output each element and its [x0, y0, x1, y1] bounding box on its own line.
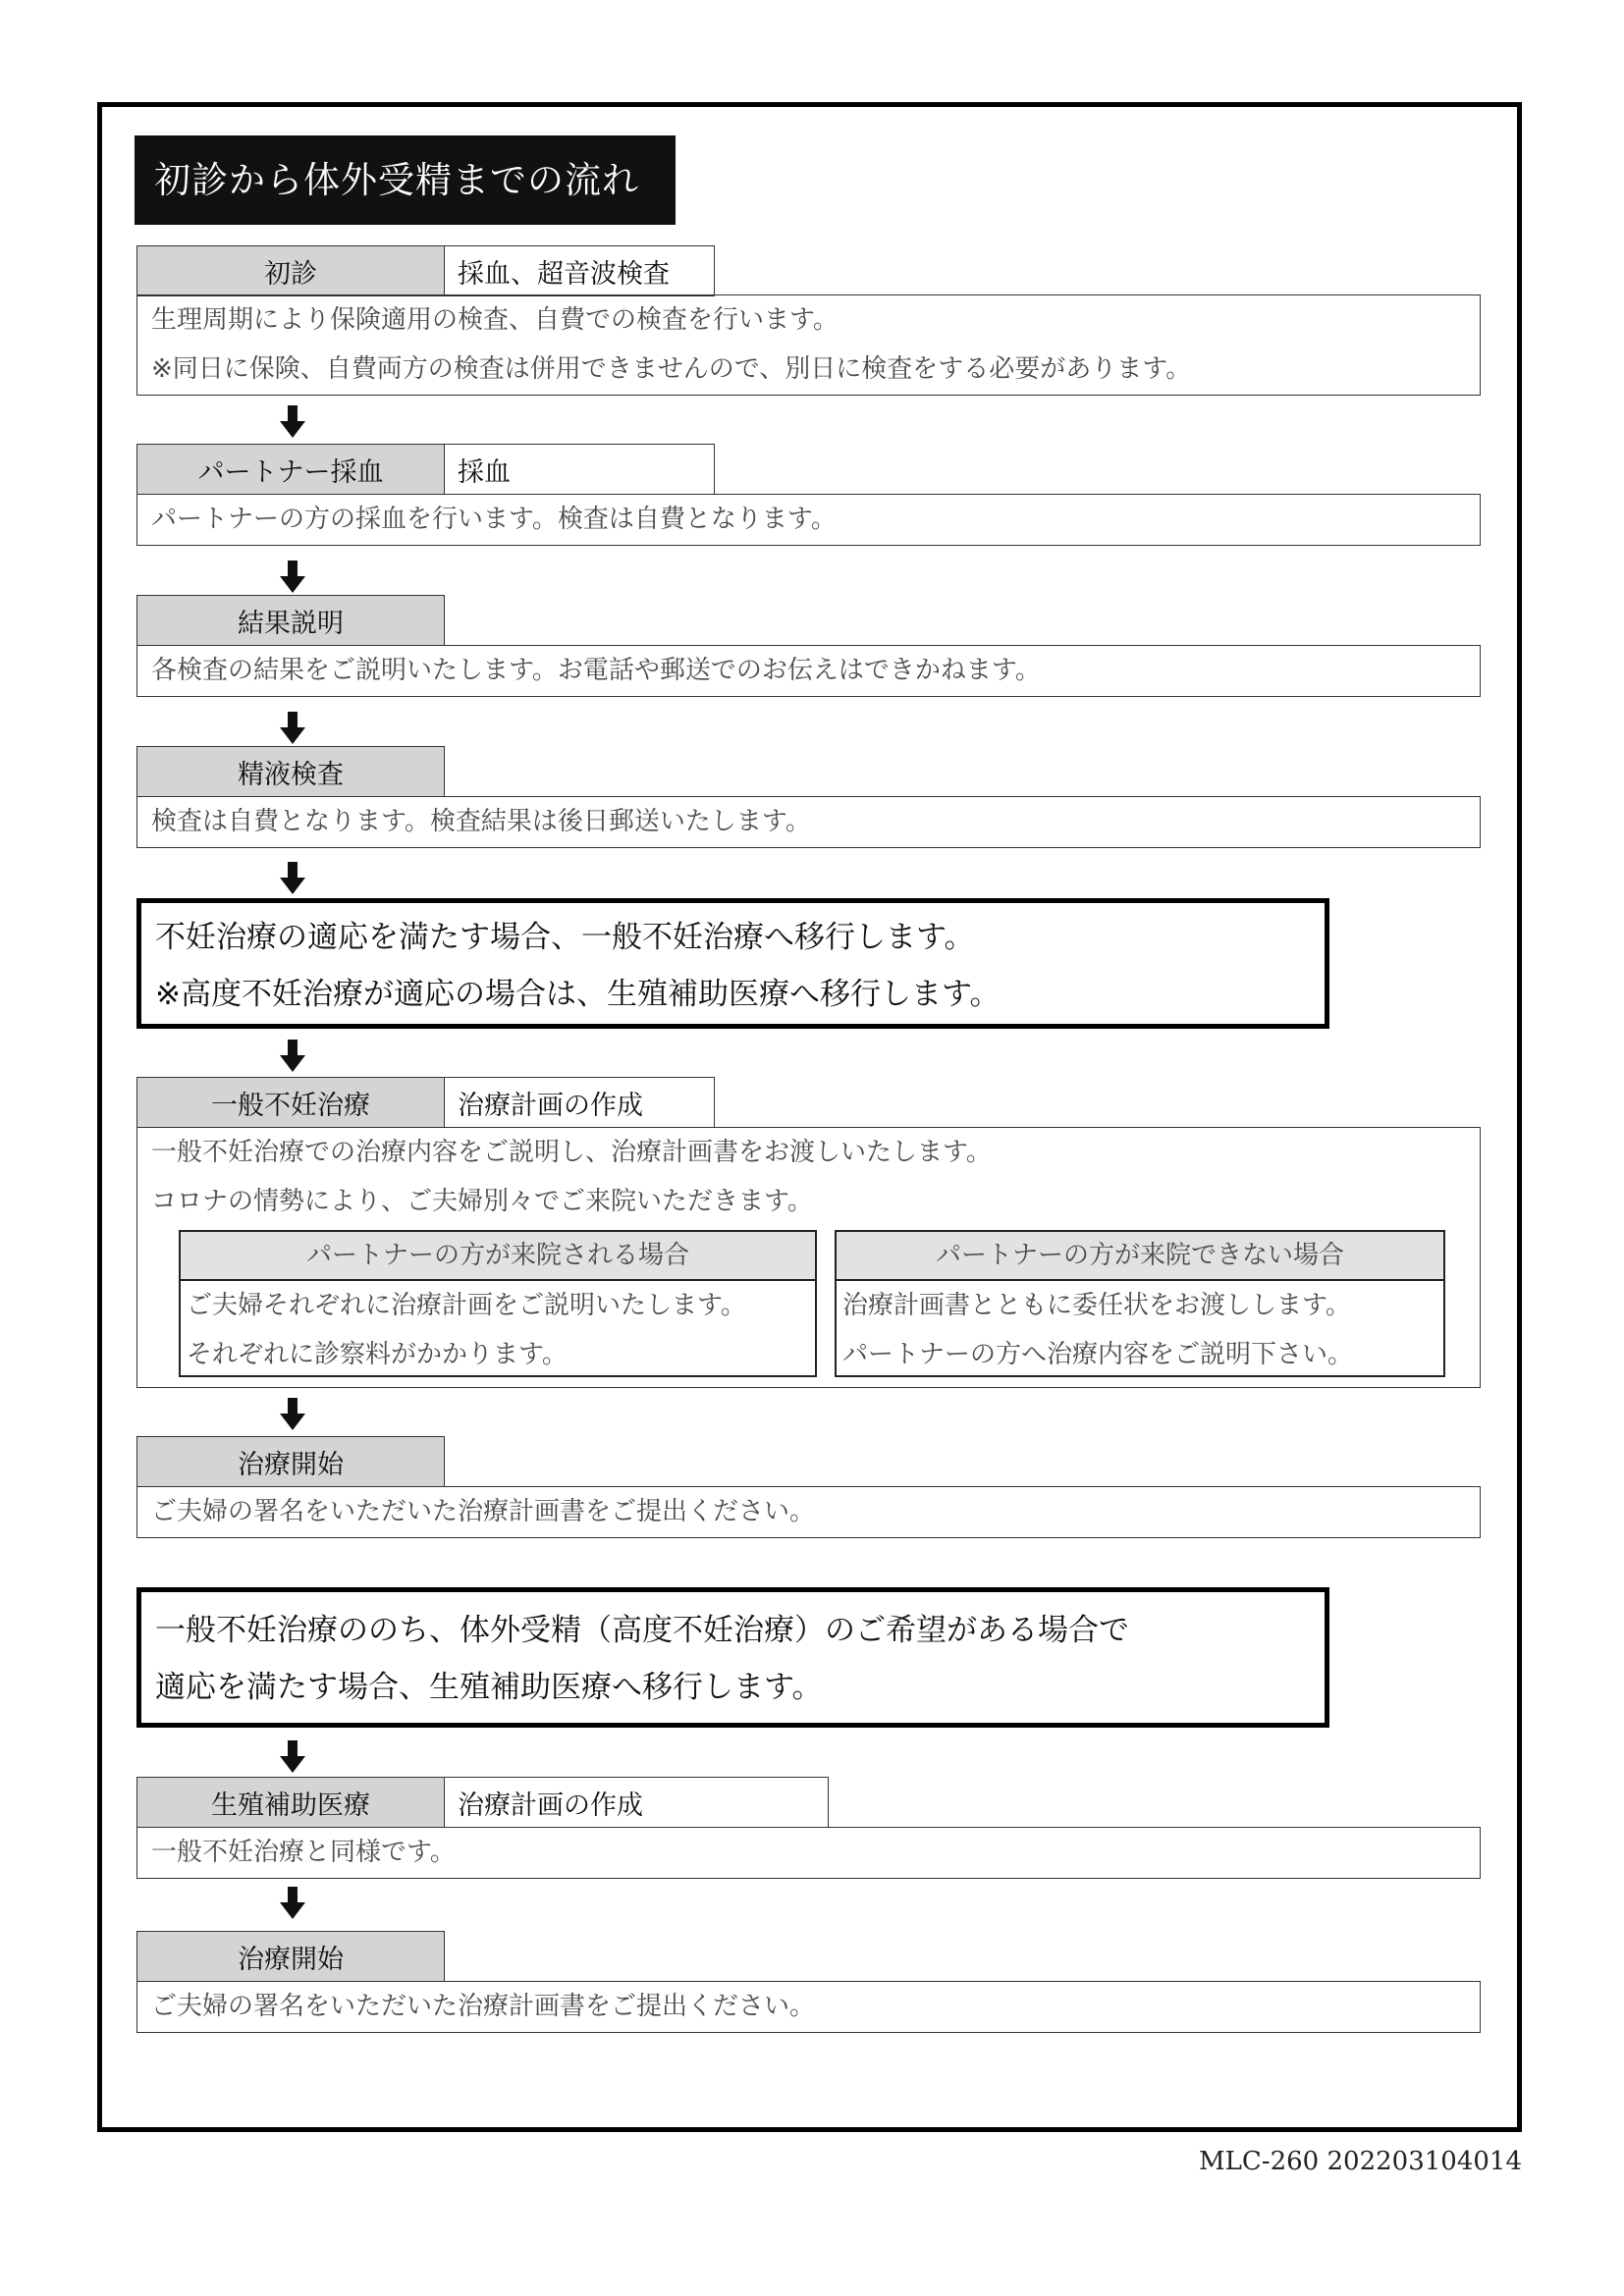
notice-line: 不妊治療の適応を満たす場合、一般不妊治療へ移行します。 — [155, 920, 975, 955]
step-detail: 治療計画の作成 — [458, 1090, 643, 1121]
step-header-treatment-start — [136, 1436, 445, 1487]
description-line: パートナーの方の採血を行います。検査は自費となります。 — [151, 505, 837, 534]
step-description — [136, 645, 1481, 697]
description-line: 検査は自費となります。検査結果は後日郵送いたします。 — [151, 807, 811, 836]
step-description — [136, 796, 1481, 848]
step-description — [136, 494, 1481, 546]
step-label: 治療開始 — [137, 1932, 444, 1981]
arrow-down-icon — [280, 1887, 305, 1919]
arrow-down-icon — [280, 1740, 305, 1773]
step-header-treatment-start — [136, 1931, 445, 1982]
step-label: 初診 — [137, 246, 445, 295]
arrow-down-icon — [280, 862, 305, 894]
arrow-down-icon — [280, 1040, 305, 1072]
step-label: 精液検査 — [137, 747, 444, 796]
step-description — [136, 1981, 1481, 2033]
step-detail: 採血 — [458, 456, 511, 488]
step-header-semen-test — [136, 746, 445, 797]
notice-box — [136, 1587, 1329, 1728]
description-line: 生理周期により保険適用の検査、自費での検査を行います。 — [151, 305, 839, 335]
description-line: ※同日に保険、自費両方の検査は併用できませんので、別日に検査をする必要があります。 — [151, 354, 1192, 384]
step-header-results — [136, 595, 445, 646]
description-line: 一般不妊治療と同様です。 — [151, 1838, 456, 1867]
notice-line: 一般不妊治療ののち、体外受精（高度不妊治療）のご希望がある場合で — [155, 1613, 1129, 1648]
document-code: MLC-260 202203104014 — [1199, 2147, 1522, 2176]
step-detail: 治療計画の作成 — [458, 1789, 643, 1821]
notice-line: ※高度不妊治療が適応の場合は、生殖補助医療へ移行します。 — [155, 977, 1001, 1012]
page-title: 初診から体外受精までの流れ — [135, 135, 676, 225]
arrow-down-icon — [280, 712, 305, 744]
step-description — [136, 1827, 1481, 1879]
step-label: 生殖補助医療 — [137, 1778, 445, 1827]
description-line: 一般不妊治療での治療内容をご説明し、治療計画書をお渡しいたします。 — [151, 1138, 992, 1167]
description-line: コロナの情勢により、ご夫婦別々でご来院いただきます。 — [151, 1187, 813, 1216]
partner-case-visit — [179, 1230, 817, 1377]
step-description — [136, 1486, 1481, 1538]
partner-case-heading: パートナーの方が来院される場合 — [181, 1232, 815, 1281]
notice-box — [136, 898, 1329, 1029]
step-detail: 採血、超音波検査 — [458, 258, 670, 290]
partner-case-line: それぞれに診察料がかかります。 — [187, 1340, 568, 1369]
partner-case-line: 治療計画書とともに委任状をお渡しします。 — [842, 1291, 1351, 1320]
arrow-down-icon — [280, 405, 305, 438]
step-header-partner-blood — [136, 444, 715, 495]
step-header-art — [136, 1777, 829, 1828]
step-header-first-visit — [136, 245, 715, 296]
notice-line: 適応を満たす場合、生殖補助医療へ移行します。 — [155, 1670, 823, 1705]
description-line: ご夫婦の署名をいただいた治療計画書をご提出ください。 — [151, 1497, 816, 1526]
description-line: ご夫婦の署名をいただいた治療計画書をご提出ください。 — [151, 1992, 816, 2021]
step-label: 結果説明 — [137, 596, 444, 645]
step-label: 治療開始 — [137, 1437, 444, 1486]
step-header-general-treatment — [136, 1077, 715, 1128]
step-label: 一般不妊治療 — [137, 1078, 445, 1127]
partner-case-line: ご夫婦それぞれに治療計画をご説明いたします。 — [187, 1291, 746, 1320]
step-label: パートナー採血 — [137, 445, 445, 494]
partner-case-no-visit — [835, 1230, 1445, 1377]
arrow-down-icon — [280, 1398, 305, 1430]
step-description — [136, 294, 1481, 396]
description-line: 各検査の結果をご説明いたします。お電話や郵送でのお伝えはできかねます。 — [151, 656, 1041, 685]
partner-case-heading: パートナーの方が来院できない場合 — [837, 1232, 1443, 1281]
arrow-down-icon — [280, 561, 305, 593]
partner-case-line: パートナーの方へ治療内容をご説明下さい。 — [842, 1340, 1354, 1369]
